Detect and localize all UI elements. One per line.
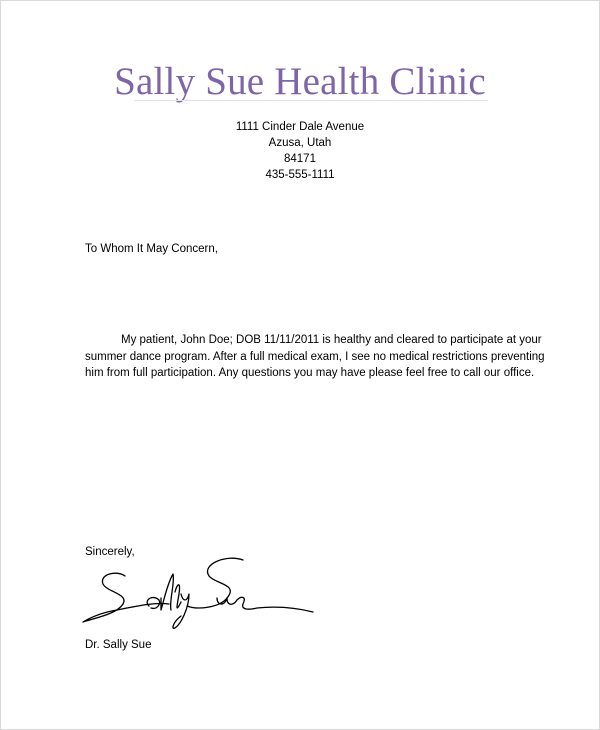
handwritten-signature (77, 554, 327, 634)
signer-name: Dr. Sally Sue (85, 639, 152, 651)
address-city-state: Azusa, Utah (268, 137, 332, 149)
letter-body-paragraph (85, 332, 545, 382)
address-street: 1111 Cinder Dale Avenue (235, 121, 365, 133)
clinic-address-block (1, 119, 599, 183)
clinic-name-heading: Sally Sue Health Clinic (114, 60, 486, 103)
clinic-phone: 435-555-1111 (265, 169, 335, 181)
title-underline (134, 100, 488, 101)
closing: Sincerely, (85, 546, 135, 558)
letter-body-text: My patient, John Doe; DOB 11/11/2011 is healthy and cleared to participate at your summer dance program. After a full medical exam, I see no medical restrictions preventing him from full participation. Any questions you may have please feel free to call our office. (85, 334, 545, 379)
address-postal-code: 84171 (284, 153, 316, 165)
salutation: To Whom It May Concern, (85, 243, 218, 255)
